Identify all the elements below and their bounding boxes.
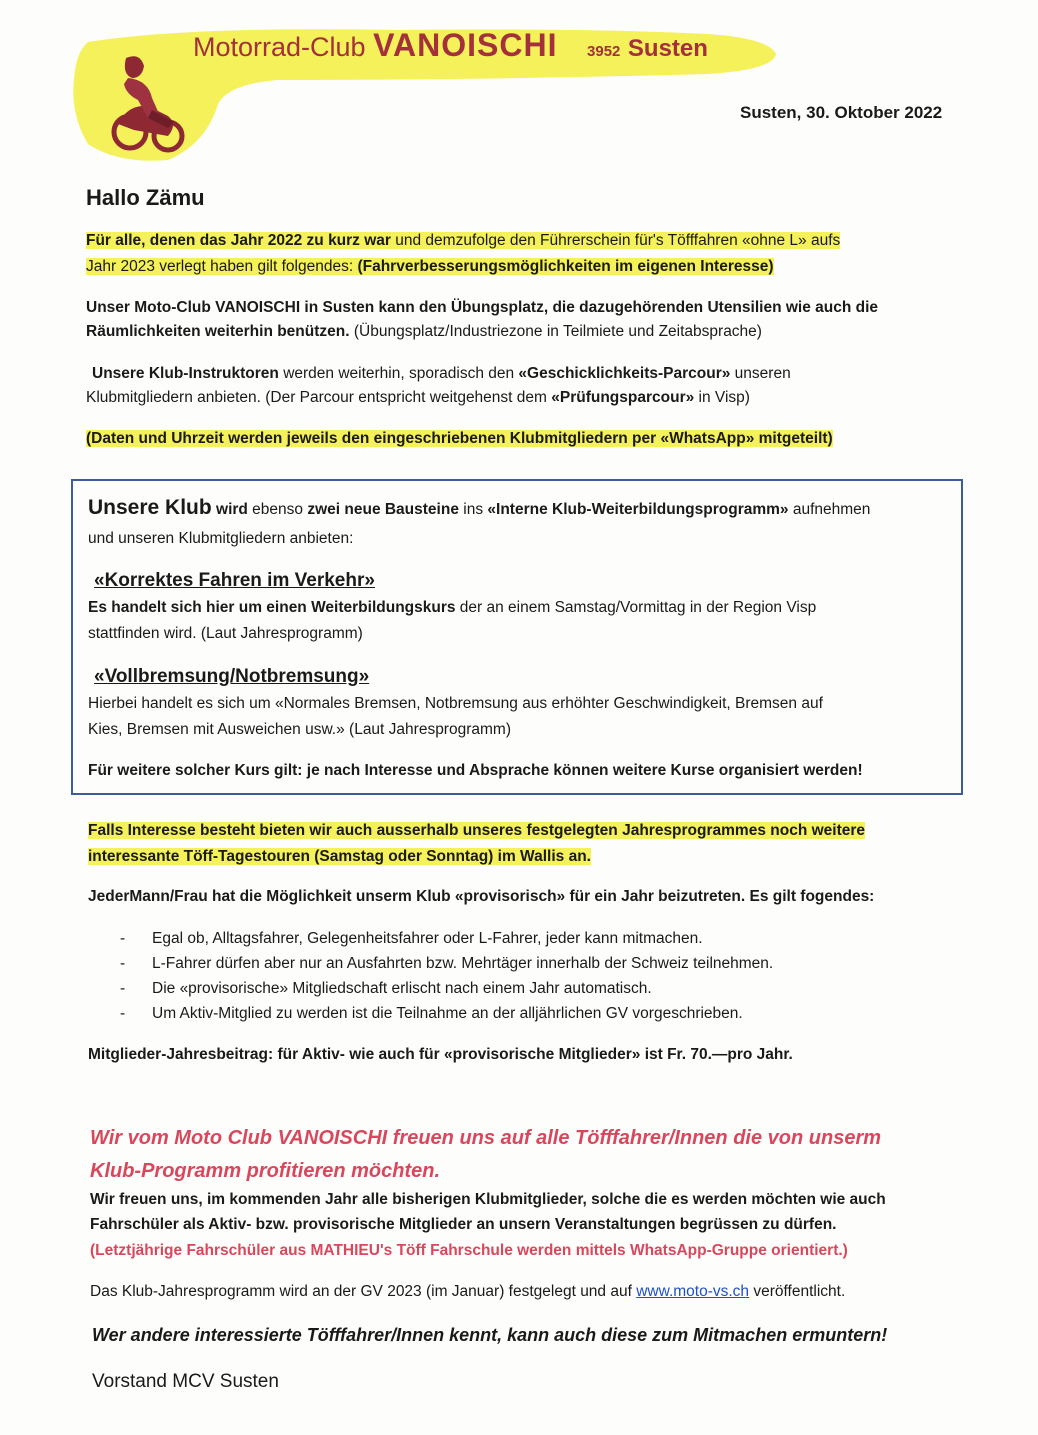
program-text: Das Klub-Jahresprogramm wird an der GV 2023 (im Januar) festgelegt und auf xyxy=(90,1283,637,1300)
bullet-item: L-Fahrer dürfen aber nur an Ausfahrten bzw. Mehrtäger innerhalb der Schweiz teilnehmen. xyxy=(152,955,774,972)
instruktoren-rest-1: werden weiterhin, sporadisch den xyxy=(278,365,519,382)
instruktoren-rest-4: in Visp) xyxy=(694,389,750,406)
membership-intro: JederMann/Frau hat die Möglichkeit unserm Klub «provisorisch» für ein Jahr beizutreten. Es gilt fogendes: xyxy=(88,888,875,905)
box-bold-2: zwei neue Bausteine xyxy=(307,501,459,518)
welcome-line-3: (Letztjährige Fahrschüler aus MATHIEU's Töff Fahrschule werden mittels WhatsApp-Gruppe orientiert.) xyxy=(90,1242,848,1259)
uebungsplatz-rest: (Übungsplatz/Industriezone in Teilmiete und Zeitabsprache) xyxy=(349,323,762,340)
greeting: Hallo Zämu xyxy=(86,185,205,210)
intro-bold-2: (Fahrverbesserungsmöglichkeiten im eigenen Interesse) xyxy=(357,258,774,275)
program-line xyxy=(90,1281,845,1303)
whatsapp-note-text: (Daten und Uhrzeit werden jeweils den eingeschriebenen Klubmitgliedern per «WhatsApp» mitgeteilt) xyxy=(86,430,833,447)
tours-line-2 xyxy=(88,846,591,868)
whatsapp-note xyxy=(86,428,833,450)
slogan-line-2: Klub-Programm profitieren möchten. xyxy=(90,1160,441,1182)
bullet-dash: - xyxy=(120,1005,126,1022)
box-rest-3: aufnehmen xyxy=(788,501,871,518)
bullet-item: Die «provisorische» Mitgliedschaft erlischt nach einem Jahr automatisch. xyxy=(152,980,652,997)
course-1-line-1 xyxy=(88,597,816,619)
box-bold-1: wird xyxy=(211,501,248,518)
welcome-line-2: Fahrschüler als Aktiv- bzw. provisorische Mitglieder an unsern Veranstaltungen begrüssen zu dürfen. xyxy=(90,1216,837,1233)
intro-line-1 xyxy=(86,230,840,252)
intro-rest: und demzufolge den Führerschein für's Töfffahren «ohne L» aufs xyxy=(390,232,841,249)
uebungsplatz-bold: Räumlichkeiten weiterhin benützen. xyxy=(86,323,350,340)
instruktoren-line-1 xyxy=(92,363,791,385)
program-text-end: veröffentlicht. xyxy=(749,1283,846,1300)
box-line-2: und unseren Klubmitgliedern anbieten: xyxy=(88,530,354,547)
date-line: Susten, 30. Oktober 2022 xyxy=(740,103,943,122)
tours-text-2: interessante Töff-Tagestouren (Samstag oder Sonntag) im Wallis an. xyxy=(88,848,591,865)
box-rest-2: ins xyxy=(458,501,488,518)
instruktoren-bold-3: «Prüfungsparcour» xyxy=(551,389,695,406)
club-town: Susten xyxy=(627,35,708,62)
bullet-dash: - xyxy=(120,930,126,947)
uebungsplatz-line-2 xyxy=(86,321,762,343)
intro-rest-2: Jahr 2023 verlegt haben gilt folgendes: xyxy=(86,258,358,275)
bullet-item: Egal ob, Alltagsfahrer, Gelegenheitsfahrer oder L-Fahrer, jeder kann mitmachen. xyxy=(152,930,703,947)
closing-line: Wer andere interessierte Töfffahrer/Innen kennt, kann auch diese zum Mitmachen ermuntern! xyxy=(92,1325,888,1345)
course-1-line-2: stattfinden wird. (Laut Jahresprogramm) xyxy=(88,625,363,642)
instruktoren-line-2 xyxy=(86,387,750,409)
course-2-title: «Vollbremsung/Notbremsung» xyxy=(94,666,370,687)
course-2-line-1: Hierbei handelt es sich um «Normales Bremsen, Notbremsung aus erhöhter Geschwindigkeit, Bremsen auf xyxy=(88,695,823,712)
box-footer: Für weitere solcher Kurs gilt: je nach Interesse und Absprache können weitere Kurse organisiert werden! xyxy=(88,762,863,779)
bullet-item: Um Aktiv-Mitglied zu werden ist die Teilnahme an der alljährlichen GV vorgeschrieben. xyxy=(152,1005,743,1022)
course-1-bold: Es handelt sich hier um einen Weiterbildungskurs xyxy=(88,599,456,616)
box-rest-1: ebenso xyxy=(247,501,308,518)
box-bold-3: «Interne Klub-Weiterbildungsprogramm» xyxy=(487,501,789,518)
instruktoren-bold-2: «Geschicklichkeits-Parcour» xyxy=(518,365,731,382)
signature: Vorstand MCV Susten xyxy=(92,1371,279,1392)
welcome-line-1: Wir freuen uns, im kommenden Jahr alle bisherigen Klubmitglieder, solche die es werden möchten wie auch xyxy=(90,1191,886,1208)
club-prefix: Motorrad-Club xyxy=(193,32,366,62)
instruktoren-rest-3: Klubmitgliedern anbieten. (Der Parcour entspricht weitgehenst dem xyxy=(86,389,552,406)
club-name xyxy=(193,27,708,64)
membership-fee: Mitglieder-Jahresbeitrag: für Aktiv- wie auch für «provisorische Mitglieder» ist Fr. 70.—pro Jahr. xyxy=(88,1046,793,1063)
bullet-dash: - xyxy=(120,955,126,972)
tours-line-1 xyxy=(88,820,865,842)
instruktoren-rest-2: unseren xyxy=(730,365,791,382)
instruktoren-bold-1: Unsere Klub-Instruktoren xyxy=(92,365,279,382)
course-1-rest: der an einem Samstag/Vormittag in der Region Visp xyxy=(455,599,817,616)
intro-bold: Für alle, denen das Jahr 2022 zu kurz war xyxy=(86,232,391,249)
course-2-line-2: Kies, Bremsen mit Ausweichen usw.» (Laut Jahresprogramm) xyxy=(88,721,511,738)
uebungsplatz-line-1: Unser Moto-Club VANOISCHI in Susten kann den Übungsplatz, die dazugehörenden Utensilien wie auch die xyxy=(86,299,879,316)
club-zip: 3952 xyxy=(587,43,621,60)
tours-text-1: Falls Interesse besteht bieten wir auch ausserhalb unseres festgelegten Jahresprogrammes noch weitere xyxy=(88,822,866,839)
bullet-dash: - xyxy=(120,980,126,997)
box-heading: Unsere Klub xyxy=(88,496,212,519)
intro-line-2 xyxy=(86,256,774,278)
box-line-1 xyxy=(88,497,870,521)
slogan-line-1: Wir vom Moto Club VANOISCHI freuen uns auf alle Töfffahrer/Innen die von unserm xyxy=(90,1127,882,1149)
course-1-title: «Korrektes Fahren im Verkehr» xyxy=(94,570,375,591)
website-link[interactable]: www.moto-vs.ch xyxy=(636,1283,750,1300)
club-title: VANOISCHI xyxy=(373,27,558,63)
